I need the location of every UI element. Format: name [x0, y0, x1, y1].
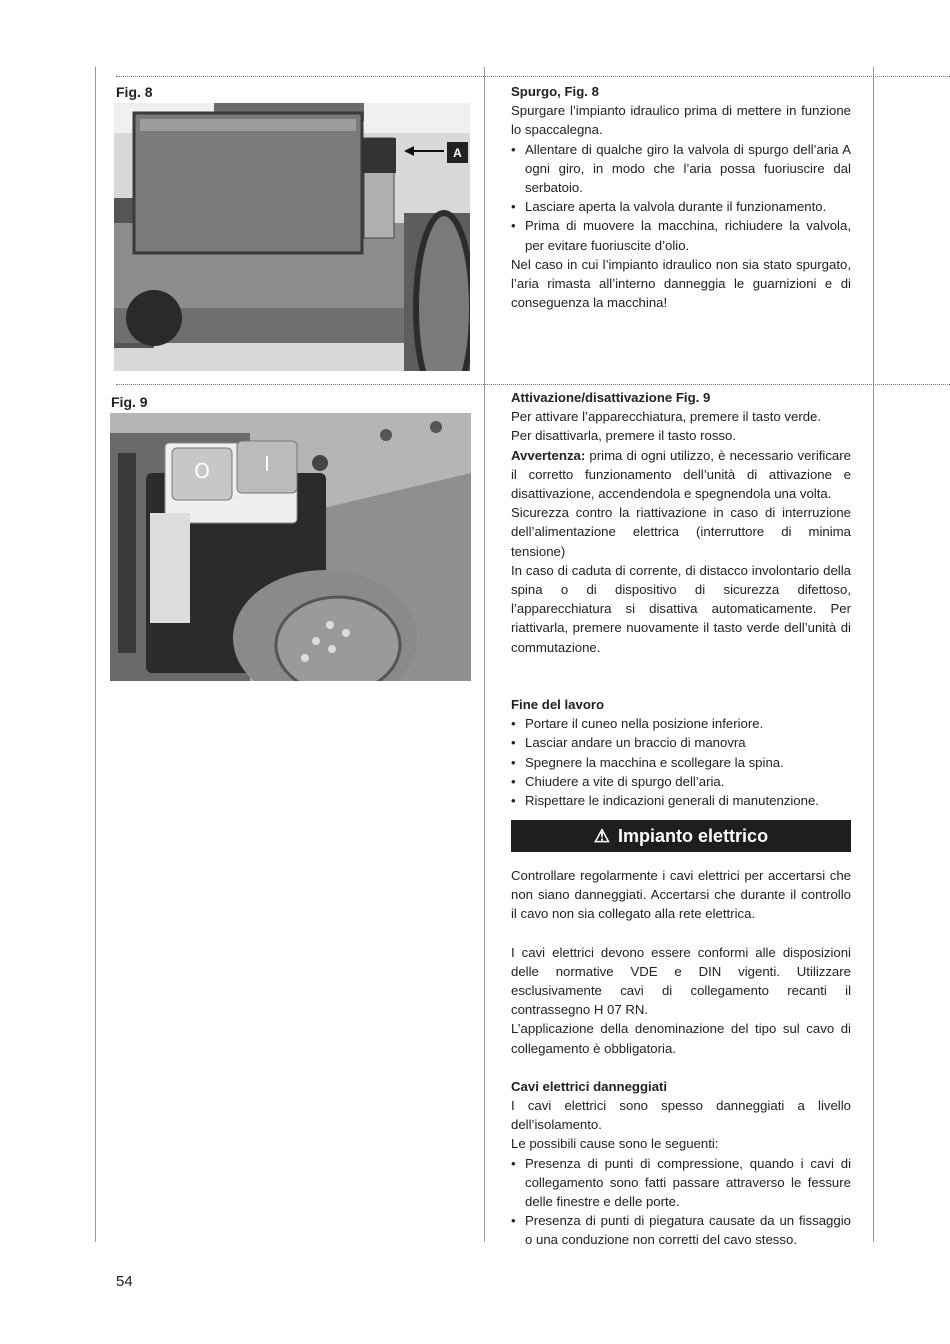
fig9-photo [110, 413, 471, 681]
list-item: • Prima di muovere la macchina, richiudere la valvola, per evitare fuoriuscite d’olio. [511, 216, 851, 254]
valve-callout-a: A [447, 142, 468, 163]
column-divider [484, 67, 485, 1242]
fine-lavoro-section [511, 695, 851, 810]
list-item: • Portare il cuneo nella posizione inferiore. [511, 714, 851, 733]
section-divider-fig9 [116, 384, 950, 385]
warning-triangle-icon: ⚠ [593, 825, 611, 846]
impianto-p2: I cavi elettrici devono essere conformi alle disposizioni delle normative VDE e DIN vigenti. Utilizzare esclusivamente cavi di collegamento recanti il contrassegno H 07 RN. [511, 944, 851, 1018]
right-margin-line [873, 67, 874, 1242]
warning-text: prima di ogni utilizzo, è necessario verificare il corretto funzionamento dell’unità di attivazione e disattivazione, accendendola e spegnendola una volta. [511, 447, 851, 502]
fig9-line2: Per disattivarla, premere il tasto rosso. [511, 428, 737, 444]
fig8-photo [114, 103, 470, 371]
fig9-line1: Per attivare l’apparecchiatura, premere il tasto verde. [511, 409, 822, 425]
fig9-warning [511, 446, 851, 504]
off-symbol: O [194, 459, 210, 483]
list-item: • Rispettare le indicazioni generali di manutenzione. [511, 791, 851, 810]
impianto-p1: Controllare regolarmente i cavi elettrici per accertarsi che non siano danneggiati. Accertarsi che durante il controllo il cavo non sia collegato alla rete elettrica. [511, 868, 851, 922]
fig8-bullets [511, 140, 851, 255]
fine-lavoro-bullets [511, 714, 851, 810]
fine-lavoro-title: Fine del lavoro [511, 697, 605, 712]
fig9-safety-text: In caso di caduta di corrente, di distacco involontario della spina o di dispositivo di sicurezza difettoso, l’apparecchiatura si disattiva automaticamente. Per riattivarla, premere nuovamente il tasto verde dell’unità di commutazione. [511, 562, 851, 655]
impianto-p3: L’applicazione della denominazione del tipo sul cavo di collegamento è obbligatoria. [511, 1021, 851, 1056]
list-item: • Presenza di punti di piegatura causate da un fissaggio o una conduzione non corretti del cavo stesso. [511, 1211, 851, 1249]
damaged-p1: I cavi elettrici sono spesso danneggiati a livello dell’isolamento. [511, 1098, 851, 1133]
fig9-text [511, 388, 851, 657]
fig9-label: Fig. 9 [111, 394, 148, 410]
fig8-text [511, 82, 851, 312]
damaged-title: Cavi elettrici danneggiati [511, 1078, 668, 1094]
list-item: • Chiudere a vite di spurgo dell’aria. [511, 772, 851, 791]
switch-unit-image [110, 413, 471, 681]
list-item: • Presenza di punti di compressione, quando i cavi di collegamento sono fatti passare attraverso le fessure delle finestre e delle porte. [511, 1154, 851, 1212]
damaged-p2: Le possibili cause sono le seguenti: [511, 1136, 719, 1152]
left-margin-line [95, 67, 96, 1242]
impianto-elettrico-banner [511, 820, 851, 852]
list-item: • Allentare di qualche giro la valvola di spurgo dell’aria A ogni giro, in modo che l’aria possa fuoriuscire dal serbatoio. [511, 140, 851, 198]
fig8-outro: Nel caso in cui l’impianto idraulico non sia stato spurgato, l’aria rimasta all’interno danneggia le guarnizioni e di conseguenza la macchina! [511, 256, 851, 311]
list-item: • Spegnere la macchina e scollegare la spina. [511, 753, 851, 772]
banner-title: Impianto elettrico [618, 825, 769, 846]
fig9-safety: Sicurezza contro la riattivazione in caso di interruzione dell’alimentazione elettrica (interruttore di minima tensione) [511, 505, 851, 559]
list-item: • Lasciare aperta la valvola durante il funzionamento. [511, 197, 851, 216]
fig8-label: Fig. 8 [116, 84, 153, 100]
page-number: 54 [116, 1273, 133, 1290]
fig9-title: Attivazione/disattivazione Fig. 9 [511, 390, 711, 405]
warning-label: Avvertenza: [511, 447, 586, 463]
list-item: • Lasciar andare un braccio di manovra [511, 733, 851, 752]
fig8-intro: Spurgare l’impianto idraulico prima di mettere in funzione lo spaccalegna. [511, 103, 851, 138]
section-divider-fig8 [116, 76, 950, 77]
impianto-text [511, 866, 851, 1250]
fig8-title: Spurgo, Fig. 8 [511, 84, 599, 99]
on-symbol: I [264, 452, 270, 476]
damaged-bullets [511, 1154, 851, 1250]
log-splitter-tank-image [114, 103, 470, 371]
